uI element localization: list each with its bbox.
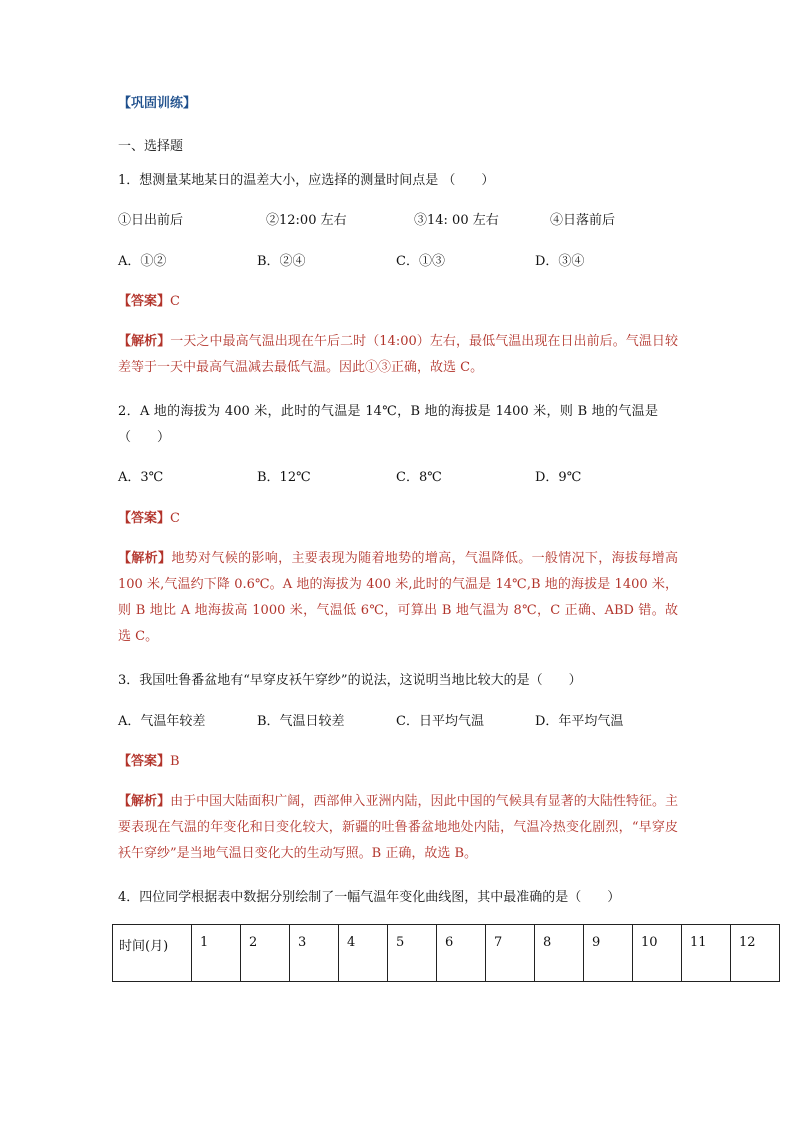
question-1-items [118,211,678,231]
month-cell: 8 [535,925,584,982]
question-1-analysis [118,329,678,381]
question-3-answer [118,752,180,772]
analysis-text: 地势对气候的影响，主要表现为随着地势的增高，气温降低。一般情况下，海拔每增高 100 米,气温约下降 0.6℃。A 地的海拔为 400 米,此时的气温是 14℃,B 地的海拔是 1400 米，则 B 地比 A 地海拔高 1000 米，气温低 6℃，可算出 B 地气温为 8℃，C 正确、ABD 错。故选 C。 [118,551,678,644]
answer-value: B [170,754,180,769]
month-cell: 7 [486,925,535,982]
table-row [113,925,780,982]
table-header-cell: 时间(月) [113,925,192,982]
q2-option-a: A．3℃ [118,470,164,485]
answer-value: C [170,294,180,309]
question-2-stem: 2．A 地的海拔为 400 米，此时的气温是 14℃，B 地的海拔是 1400 米，则 B 地的气温是（ ） [118,404,658,445]
q3-option-c: C．日平均气温 [396,714,484,729]
month-cell: 12 [731,925,780,982]
month-cell: 10 [633,925,682,982]
analysis-text: 一天之中最高气温出现在午后二时（14:00）左右，最低气温出现在日出前后。气温日较差等于一天中最高气温减去最低气温。因此①③正确，故选 C。 [118,334,678,375]
analysis-text: 由于中国大陆面积广阔，西部伸入亚洲内陆，因此中国的气候具有显著的大陆性特征。主要表现在气温的年变化和日变化较大，新疆的吐鲁番盆地地处内陆，气温冷热变化剧烈，“早穿皮袄午穿纱”是当地气温日变化大的生动写照。B 正确，故选 B。 [118,794,678,861]
answer-label: 【答案】 [118,754,171,769]
q1-item-1: ①日出前后 [118,213,184,228]
q3-option-a: A．气温年较差 [118,714,206,729]
part-heading: 一、选择题 [118,139,184,154]
question-2-analysis [118,546,678,650]
month-cell: 2 [241,925,290,982]
month-cell: 9 [584,925,633,982]
question-3-options [118,712,678,732]
question-1-stem: 1．想测量某地某日的温差大小，应选择的测量时间点是 （ ） [118,173,495,188]
q2-option-d: D．9℃ [535,470,582,485]
q1-item-3: ③14: 00 左右 [414,213,499,228]
q2-option-c: C．8℃ [396,470,442,485]
answer-label: 【答案】 [118,511,171,526]
question-4-stem: 4．四位同学根据表中数据分别绘制了一幅气温年变化曲线图，其中最准确的是（ ） [118,890,621,905]
q1-option-a: A．①② [118,254,167,269]
month-table [112,924,780,982]
month-cell: 3 [290,925,339,982]
month-cell: 5 [388,925,437,982]
question-3-analysis [118,789,678,867]
q1-item-2: ②12:00 左右 [266,213,347,228]
q1-option-c: C．①③ [396,254,445,269]
month-cell: 11 [682,925,731,982]
month-cell: 4 [339,925,388,982]
question-3-stem: 3．我国吐鲁番盆地有“早穿皮袄午穿纱”的说法，这说明当地比较大的是（ ） [118,673,582,688]
question-1-answer [118,292,180,312]
q1-item-4: ④日落前后 [550,213,616,228]
q1-option-b: B．②④ [257,254,306,269]
q3-option-d: D．年平均气温 [535,714,624,729]
answer-value: C [170,511,180,526]
month-cell: 1 [192,925,241,982]
q3-option-b: B．气温日较差 [257,714,345,729]
question-1-options [118,252,678,272]
answer-label: 【答案】 [118,294,171,309]
analysis-label: 【解析】 [118,551,172,566]
q2-option-b: B．12℃ [257,470,311,485]
month-cell: 6 [437,925,486,982]
question-2-answer [118,509,180,529]
analysis-label: 【解析】 [118,334,171,349]
q1-option-d: D．③④ [535,254,585,269]
question-2-options [118,468,678,488]
section-title: 【巩固训练】 [118,96,197,111]
analysis-label: 【解析】 [118,794,171,809]
